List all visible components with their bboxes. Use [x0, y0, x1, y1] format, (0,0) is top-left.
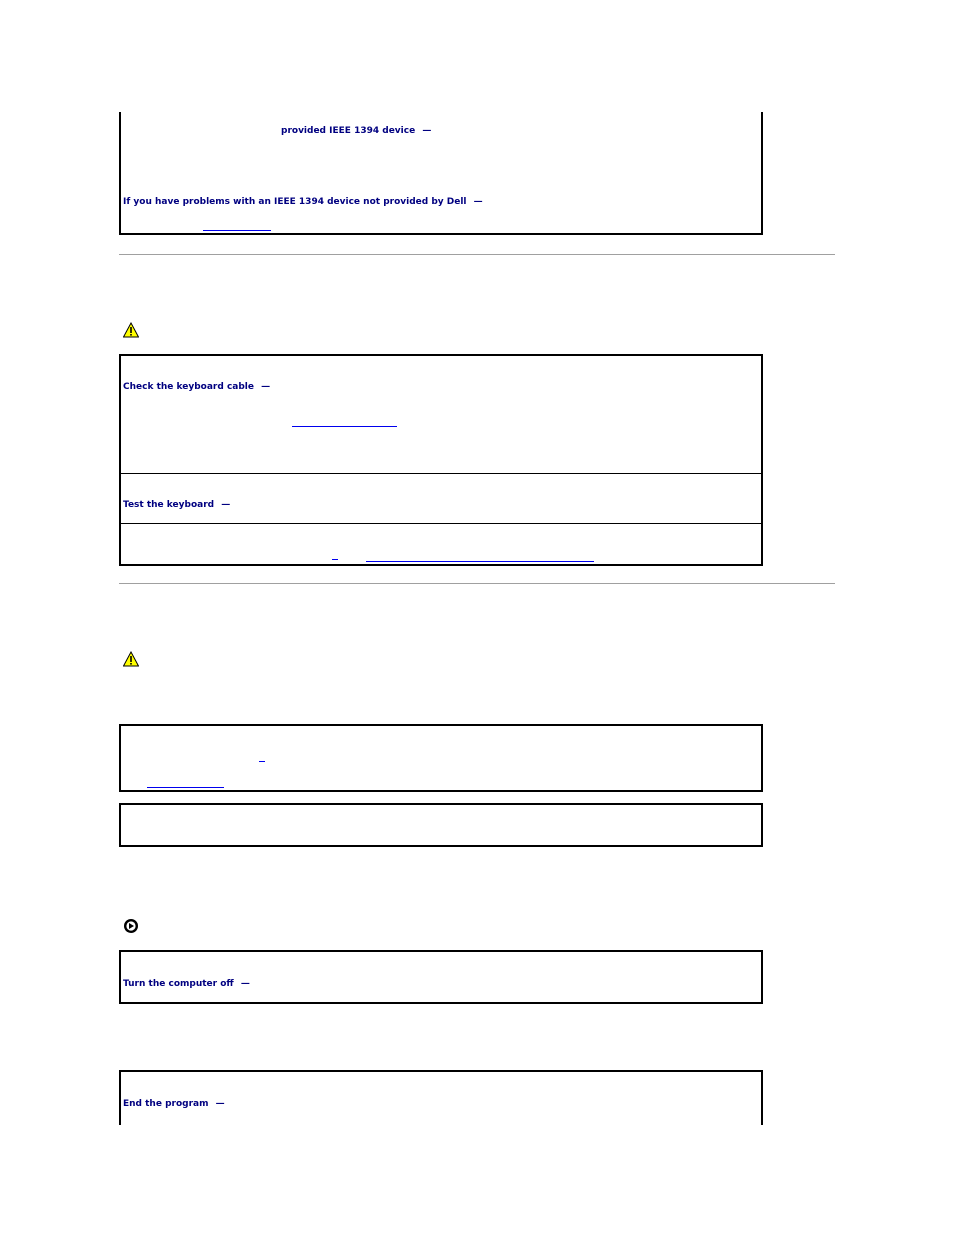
computer-not-respond-table — [119, 950, 763, 1004]
dash-link[interactable] — [259, 761, 265, 762]
info-table — [119, 803, 763, 847]
support-link[interactable] — [147, 787, 224, 788]
dash-link[interactable] — [332, 559, 338, 560]
turn-computer-off-label: Turn the computer off — — [123, 979, 250, 989]
check-keyboard-cable-label: Check the keyboard cable — — [123, 382, 271, 392]
troubleshoot-table — [119, 724, 763, 792]
caution-icon — [123, 651, 139, 667]
section-divider-2 — [119, 583, 835, 584]
row-divider — [121, 473, 761, 474]
caution-icon — [123, 322, 139, 338]
keyboard-table — [119, 354, 763, 566]
ieee-support-link[interactable] — [203, 230, 271, 231]
program-not-respond-table — [119, 1070, 763, 1125]
dell-device-label: provided IEEE 1394 device — — [281, 126, 432, 136]
ieee-1394-table — [119, 112, 763, 235]
keyboard-troubleshoot-link[interactable] — [366, 561, 594, 562]
keyboard-cable-link[interactable] — [292, 426, 397, 427]
row-divider — [121, 523, 761, 524]
notice-icon — [123, 918, 139, 934]
non-dell-device-label: If you have problems with an IEEE 1394 device not provided by Dell — — [123, 197, 483, 207]
section-divider-1 — [119, 254, 835, 255]
test-keyboard-label: Test the keyboard — — [123, 500, 231, 510]
end-program-label: End the program — — [123, 1099, 225, 1109]
